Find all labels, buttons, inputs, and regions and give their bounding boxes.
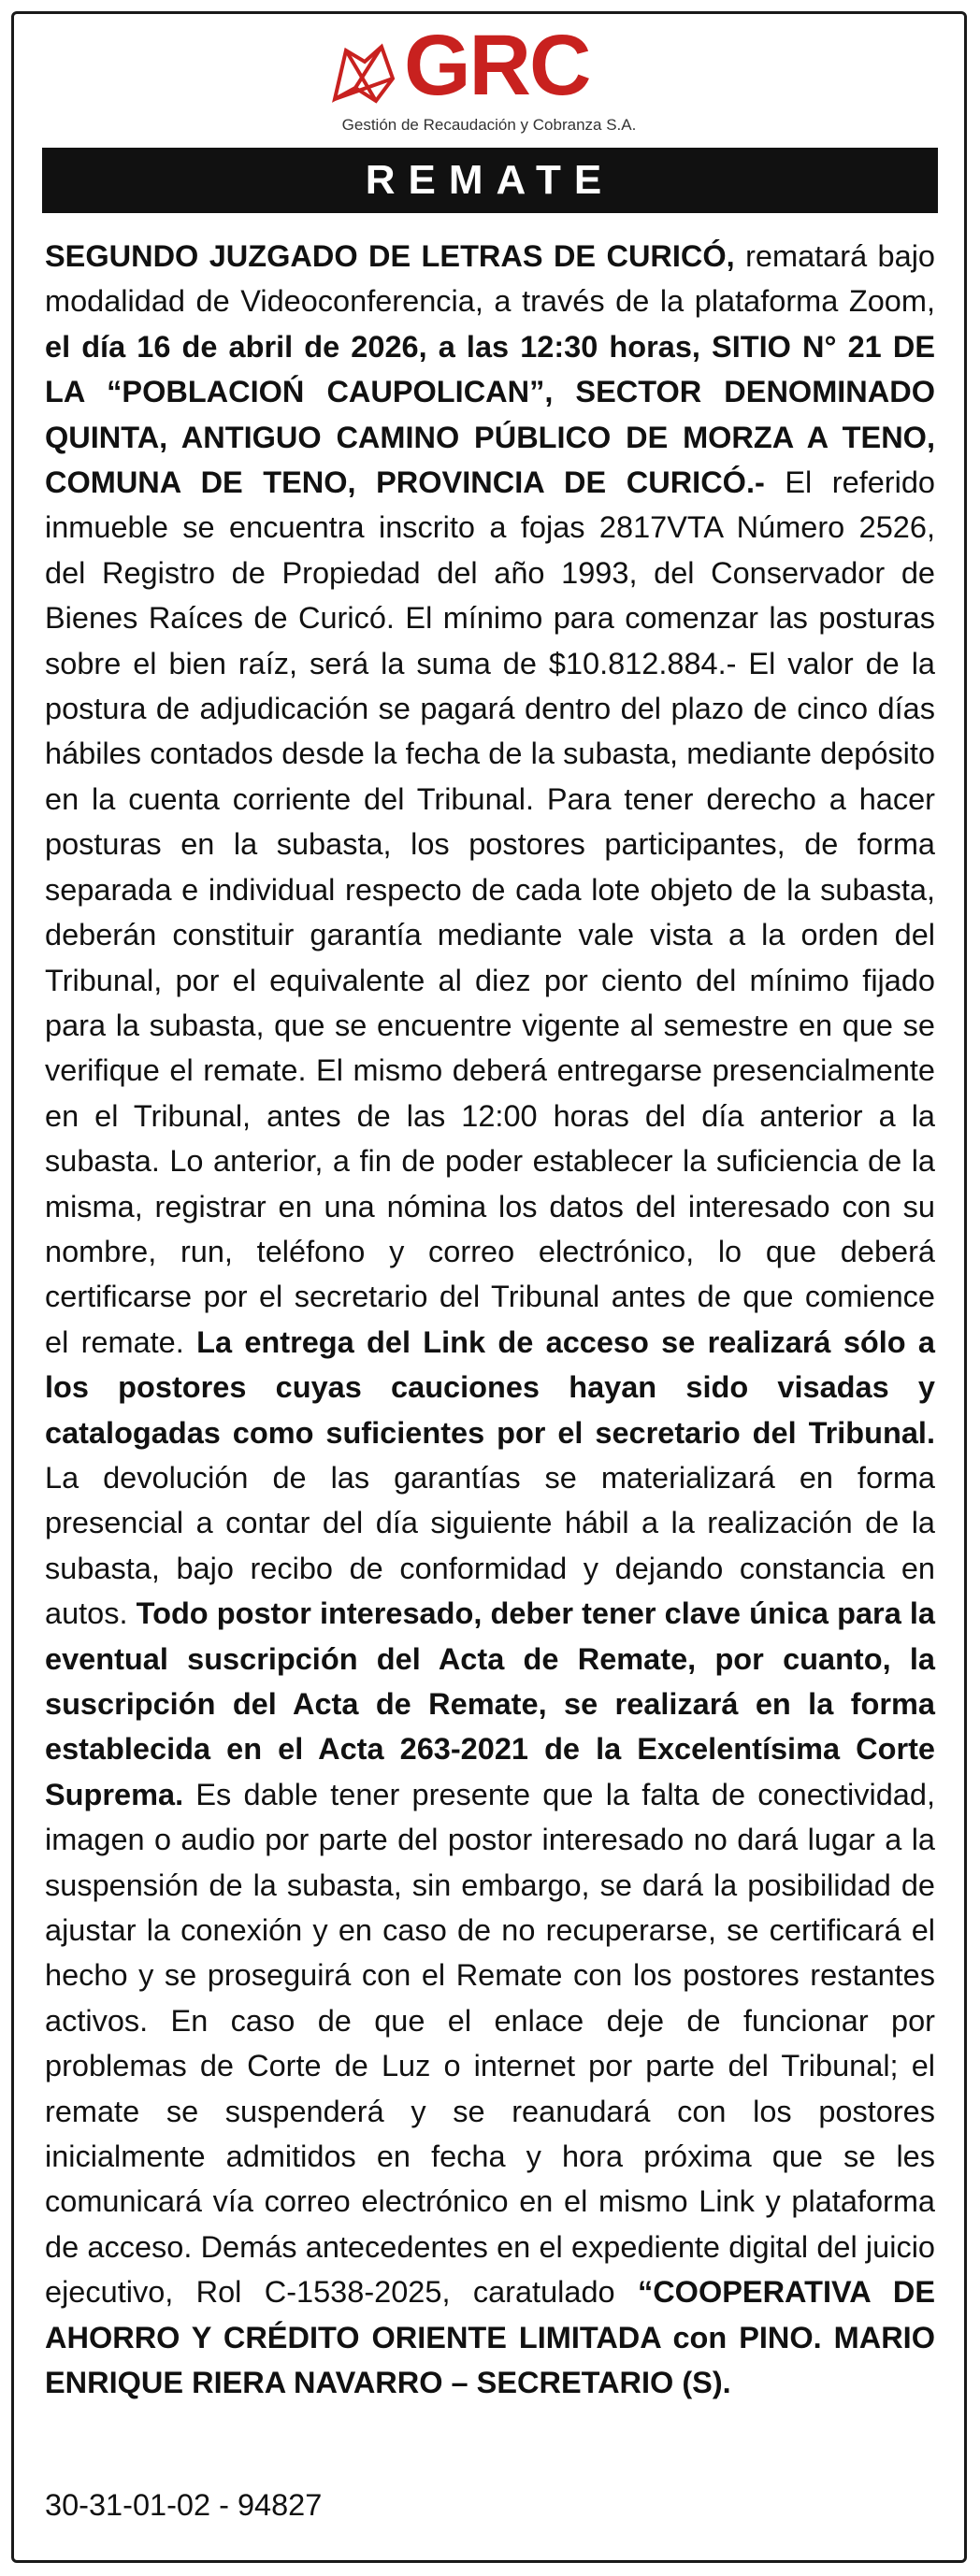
notice-text-segment: La devolución de las garantías se materializará en forma presencial a contar del día siguiente hábil a la realización de la subasta, bajo recibo de conformidad y dejando constancia en autos. (45, 1460, 935, 1631)
notice-bold-segment: Todo postor interesado, deber tener clave única para la eventual suscripción del Acta de Remate, por cuanto, la suscripción del Acta de Remate, se realizará en la forma establecida en el Acta 263-2021 de la Excelentísima Corte Suprema. (45, 1596, 935, 1811)
notice-text-segment: rematará bajo modalidad de Videoconferencia, a través de la plataforma Zoom, (45, 239, 935, 319)
gear-logo-icon (327, 41, 400, 107)
notice-text-segment: Es dable tener presente que la falta de conectividad, imagen o audio por parte del postor interesado no dará lugar a la suspensión de la subasta, sin embargo, se dará la posibilidad de ajustar la conexión y en caso de no recuperarse, se certificará el hecho y se proseguirá con el Remate con los postores restantes activos. En caso de que el enlace deje de funcionar por problemas de Corte de Luz o internet por parte del Tribunal; el remate se suspenderá y se reanudará con los postores inicialmente admitidos en fecha y hora próxima que se les comunicará vía correo electrónico en el mismo Link y plataforma de acceso. Demás antecedentes en el expediente digital del juicio ejecutivo, Rol C-1538-2025, caratulado (45, 1777, 935, 2310)
notice-bold-segment: el día 16 de abril de 2026, a las 12:30 horas, SITIO N° 21 DE LA “POBLACIOŃ CAUPOLICAN”, SECTOR DENOMINADO QUINTA, ANTIGUO CAMINO PÚBLICO DE MORZA A TENO, COMUNA DE TENO, PROVINCIA DE CURICÓ.- (45, 329, 935, 500)
notice-bold-segment: SEGUNDO JUZGADO DE LETRAS DE CURICÓ, (45, 239, 735, 273)
logo-brand-text: GRC (404, 18, 590, 113)
grc-logo (318, 18, 673, 138)
notice-reference: 30-31-01-02 - 94827 (45, 2488, 323, 2522)
notice-body (45, 234, 935, 2406)
notice-bold-segment: La entrega del Link de acceso se realizará sólo a los postores cuyas cauciones hayan sido visadas y catalogadas como suficientes por el secretario del Tribunal. (45, 1324, 935, 1450)
remate-banner: REMATE (42, 148, 938, 213)
notice-text-segment: El referido inmueble se encuentra inscrito a fojas 2817VTA Número 2526, del Registro de Propiedad del año 1993, del Conservador de Bienes Raíces de Curicó. El mínimo para comenzar las posturas sobre el bien raíz, será la suma de $10.812.884.- El valor de la postura de adjudicación se pagará dentro del plazo de cinco días hábiles contados desde la fecha de la subasta, mediante depósito en la cuenta corriente del Tribunal. Para tener derecho a hacer posturas en la subasta, los postores participantes, de forma separada e individual respecto de cada lote objeto de la subasta, deberán constituir garantía mediante vale vista a la orden del Tribunal, por el equivalente al diez por ciento del mínimo fijado para la subasta, que se encuentre vigente al semestre en que se verifique el remate. El mismo deberá entregarse presencialmente en el Tribunal, antes de las 12:00 horas del día anterior a la subasta. Lo anterior, a fin de poder establecer la suficiencia de la misma, registrar en una nómina los datos del interesado con su nombre, run, teléfono y correo electrónico, lo que deberá certificarse por el secretario del Tribunal antes de que comience el remate. (45, 465, 935, 1359)
logo-tagline: Gestión de Recaudación y Cobranza S.A. (341, 116, 637, 134)
notice-bold-segment: “COOPERATIVA DE AHORRO Y CRÉDITO ORIENTE LIMITADA con PINO. MARIO ENRIQUE RIERA NAVARRO – SECRETARIO (S). (45, 2275, 935, 2400)
